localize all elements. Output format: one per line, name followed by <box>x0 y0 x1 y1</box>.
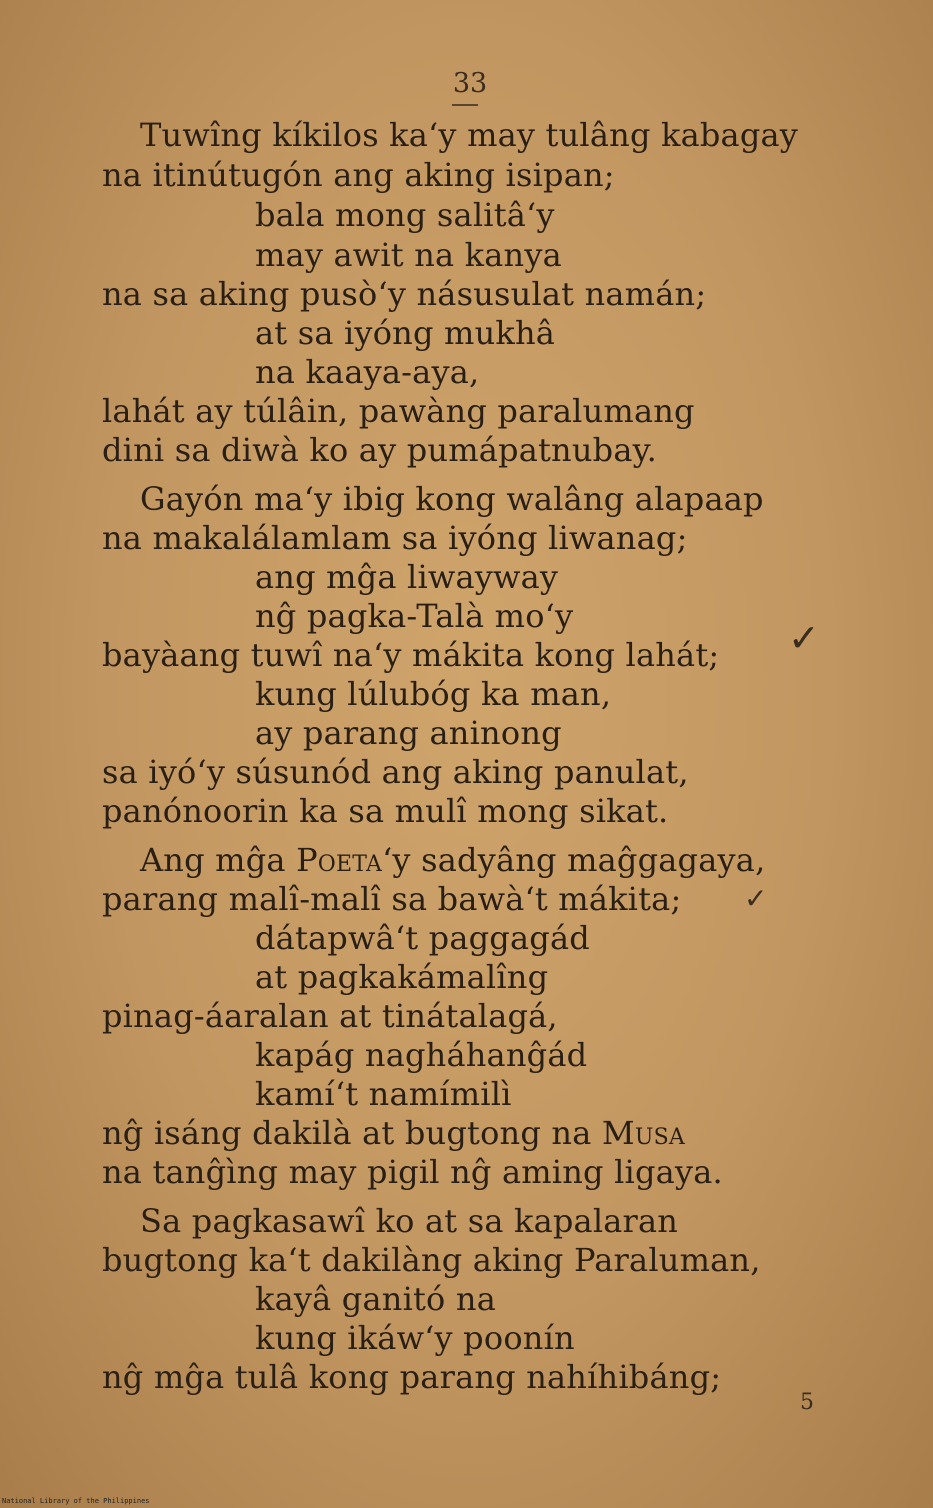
poem-line: at sa iyóng mukhâ <box>255 314 556 352</box>
margin-check-mark: ✓ <box>788 616 820 660</box>
poem-line: ay parang aninong <box>255 714 562 752</box>
poem-line: na tanĝìng may pigil nĝ aming ligaya. <box>102 1153 723 1191</box>
poem-line: Gayón ma‘y ibig kong walâng alapaap <box>140 480 764 518</box>
poem-line: Tuwîng kíkilos ka‘y may tulâng kabagay <box>140 116 799 154</box>
musa-word: Musa <box>601 1114 685 1152</box>
poem-line: kayâ ganitó na <box>255 1280 496 1318</box>
poem-line: kung lúlubóg ka man, <box>255 675 612 713</box>
poem-line: nĝ pagka-Talà mo‘y <box>255 597 574 635</box>
poem-line-text: nĝ isáng dakilà at bugtong na <box>102 1114 602 1152</box>
poem-line: dini sa diwà ko ay pumápatnubay. <box>102 431 658 469</box>
poem-line: na sa aking pusò‘y násusulat namán; <box>102 275 707 313</box>
poem-line: Sa pagkasawî ko at sa kapalaran <box>140 1202 679 1240</box>
poem-line <box>140 841 765 879</box>
poem-line <box>102 1114 685 1152</box>
poem-line: may awit na kanya <box>255 236 562 274</box>
poem-line: kung ikáw‘y poonín <box>255 1319 575 1357</box>
margin-check-mark: ✓ <box>744 882 768 915</box>
poem-line: na kaaya-aya, <box>255 353 480 391</box>
page-number: 33 <box>452 68 488 99</box>
poem-line: lahát ay túlâin, pawàng paralumang <box>102 392 695 430</box>
poem-line: nĝ mĝa tulâ kong parang nahíhibáng; <box>102 1358 722 1396</box>
poem-line: parang malî-malî sa bawà‘t mákita; <box>102 880 682 918</box>
poeta-word: Poeta <box>296 841 383 879</box>
poem-line: sa iyó‘y súsunód ang aking panulat, <box>102 753 689 791</box>
poem-line-text: Ang mĝa <box>140 841 297 879</box>
poem-line: bala mong salitâ‘y <box>255 196 555 234</box>
library-credit: National Library of the Philippines <box>2 1497 150 1505</box>
poem-line: na itinútugón ang aking isipan; <box>102 156 615 194</box>
poem-line: at pagkakámalîng <box>255 958 549 996</box>
signature-mark: 5 <box>800 1390 814 1415</box>
poem-line: bugtong ka‘t dakilàng aking Paraluman, <box>102 1241 761 1279</box>
poem-line: kapág nagháhanĝád <box>255 1036 588 1074</box>
poem-line: pinag-áaralan at tinátalagá, <box>102 997 558 1035</box>
poem-line: bayàang tuwî na‘y mákita kong lahát; <box>102 636 720 674</box>
poem-line: kamí‘t namímilì <box>255 1075 512 1113</box>
poem-line: panónoorin ka sa mulî mong sikat. <box>102 792 669 830</box>
poem-line: ang mĝa liwayway <box>255 558 559 596</box>
poem-line-text: ‘y sadyâng maĝgagaya, <box>382 841 766 879</box>
page-number-rule <box>452 104 478 106</box>
poem-line: dátapwâ‘t paggagád <box>255 919 590 957</box>
poem-line: na makalálamlam sa iyóng liwanag; <box>102 519 688 557</box>
